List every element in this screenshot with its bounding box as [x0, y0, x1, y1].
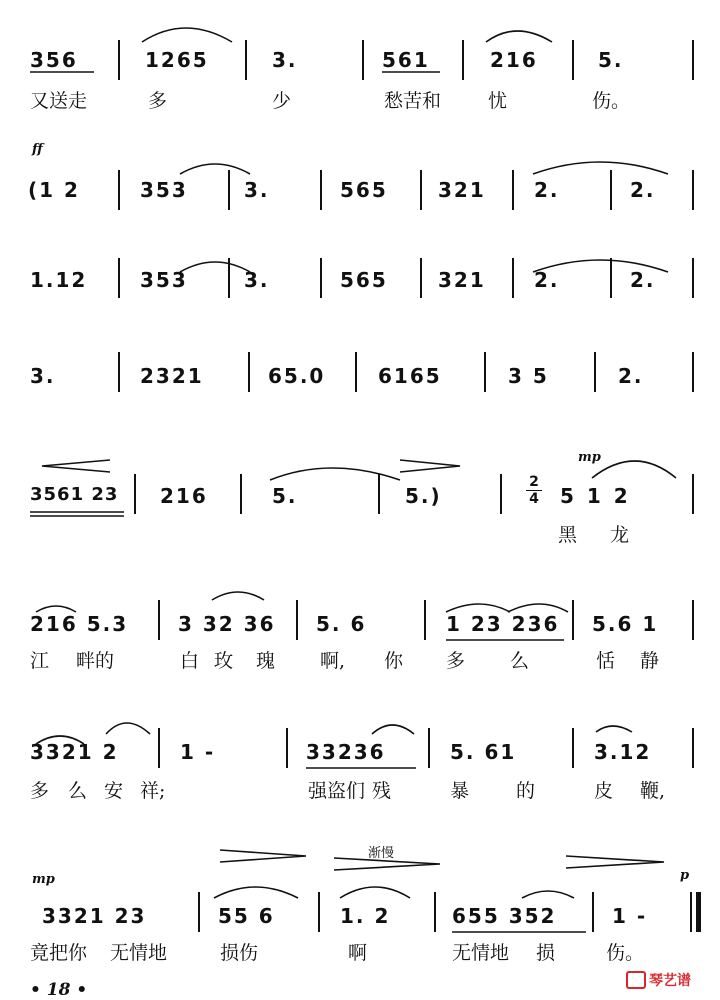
slur: [533, 162, 668, 174]
lyric: 啊: [348, 942, 368, 964]
slur: [508, 604, 568, 612]
slur: [270, 468, 400, 480]
lyric: 的: [516, 780, 536, 802]
measure-notes: 353: [140, 268, 188, 292]
measure-notes: 1 -: [180, 740, 216, 764]
slur: [446, 604, 510, 612]
measure-notes: 2.: [534, 178, 560, 202]
dynamic-mark: ff: [32, 142, 43, 157]
lyric: 少: [272, 90, 292, 112]
lyric: 多: [30, 780, 50, 802]
slur: [36, 606, 76, 612]
lyric: 么: [68, 780, 88, 802]
lyric: 江: [30, 650, 50, 672]
measure-notes: 321: [438, 268, 486, 292]
slur: [372, 725, 414, 734]
dynamic-mark: mp: [32, 872, 55, 887]
measure-notes: 5. 6: [316, 612, 367, 636]
measure-notes: 3 5: [508, 364, 549, 388]
slur: [180, 262, 250, 272]
dynamic-mark: mp: [578, 450, 601, 465]
measure-notes: 3561 23: [30, 484, 119, 505]
slur: [36, 736, 84, 744]
time-signature-bottom: 4: [529, 491, 539, 507]
slur: [596, 726, 632, 732]
measure-notes: 3.: [30, 364, 56, 388]
lyric: 恬: [596, 650, 616, 672]
lyric: 又送走: [30, 90, 88, 112]
measure-notes: 216 5.3: [30, 612, 129, 636]
measure-notes: 3.12: [594, 740, 652, 764]
measure-notes: 3321 23: [42, 904, 147, 928]
measure-notes: 216: [490, 48, 538, 72]
measure-notes: 561: [382, 48, 430, 72]
measure-notes: (1 2: [28, 178, 80, 202]
lyric: 损伤: [220, 942, 259, 964]
slur: [212, 592, 264, 600]
slur: [340, 887, 410, 898]
hairpin-crescendo: [220, 850, 306, 862]
lyric: 伤。: [606, 942, 645, 964]
measure-notes: 2321: [140, 364, 204, 388]
lyric: 黑: [558, 524, 578, 546]
slur: [142, 28, 232, 42]
measure-notes: 3 32 36: [178, 612, 276, 636]
measure-notes: 356: [30, 48, 78, 72]
measure-notes: 6165: [378, 364, 442, 388]
lyric: 残: [372, 780, 392, 802]
measure-notes: 5.): [405, 484, 442, 508]
tempo-mark: 渐慢: [368, 846, 395, 861]
measure-notes: 216: [160, 484, 208, 508]
measure-notes: 1 -: [612, 904, 648, 928]
measure-notes: 2.: [630, 268, 656, 292]
lyric: 竟把你: [30, 942, 88, 964]
measure-notes: 3.: [244, 268, 270, 292]
slur: [214, 887, 298, 898]
lyric: 静: [640, 650, 660, 672]
hairpin-decrescendo: [400, 460, 460, 472]
dynamic-mark: p: [680, 868, 690, 883]
measure-notes: 3321 2: [30, 740, 119, 764]
measure-notes: 3.: [272, 48, 298, 72]
lyric: 白: [180, 650, 200, 672]
measure-notes: 3.: [244, 178, 270, 202]
measure-notes: 1 23 236: [446, 612, 560, 636]
page-number: • 18 •: [30, 980, 88, 1000]
measure-notes: 2.: [618, 364, 644, 388]
measure-notes: 565: [340, 268, 388, 292]
slur: [486, 31, 552, 42]
measure-notes: 1265: [145, 48, 209, 72]
time-signature-top: 2: [529, 474, 539, 490]
lyric: 啊,: [320, 650, 346, 672]
lyric: 多: [148, 90, 168, 112]
slur: [522, 891, 574, 898]
lyric: 强盗们: [308, 780, 366, 802]
measure-notes: 5.6 1: [592, 612, 659, 636]
music-note-icon: [626, 971, 646, 989]
measure-notes: 353: [140, 178, 188, 202]
lyric: 无情地: [110, 942, 168, 964]
lyric: 龙: [610, 524, 630, 546]
lyric: 愁苦和: [384, 90, 442, 112]
slur: [592, 461, 676, 478]
lyric: 暴: [450, 780, 470, 802]
measure-notes: 5. 61: [450, 740, 517, 764]
measure-notes: 321: [438, 178, 486, 202]
lyric: 祥;: [140, 780, 166, 802]
lyric: 多: [446, 650, 466, 672]
lyric: 伤。: [592, 90, 631, 112]
measure-notes: 5.: [598, 48, 624, 72]
hairpin-decrescendo: [42, 460, 110, 472]
measure-notes: 565: [340, 178, 388, 202]
lyric: 畔的: [76, 650, 115, 672]
hairpin-decrescendo: [334, 858, 440, 870]
measure-notes: 655 352: [452, 904, 557, 928]
lyric: 安: [104, 780, 124, 802]
hairpin-decrescendo: [566, 856, 664, 868]
measure-notes: 2.: [630, 178, 656, 202]
measure-notes: 5 1 2: [560, 484, 631, 508]
slur: [180, 164, 250, 174]
measure-notes: 1.12: [30, 268, 88, 292]
lyric: 玫: [214, 650, 234, 672]
lyric: 么: [510, 650, 530, 672]
measure-notes: 5.: [272, 484, 298, 508]
watermark-logo: [626, 970, 691, 990]
slur: [106, 723, 150, 734]
lyric: 忧: [488, 90, 508, 112]
measure-notes: 65.0: [268, 364, 326, 388]
measure-notes: 33236: [306, 740, 386, 764]
measure-notes: 55 6: [218, 904, 275, 928]
lyric: 你: [384, 650, 404, 672]
lyric: 无情地: [452, 942, 510, 964]
measure-notes: 1. 2: [340, 904, 391, 928]
lyric: 瑰: [256, 650, 276, 672]
watermark-text: 琴艺谱: [649, 973, 691, 989]
lyric: 损: [536, 942, 556, 964]
measure-notes: 2.: [534, 268, 560, 292]
slur: [533, 260, 668, 272]
lyric: 鞭,: [640, 780, 666, 802]
lyric: 皮: [594, 780, 614, 802]
